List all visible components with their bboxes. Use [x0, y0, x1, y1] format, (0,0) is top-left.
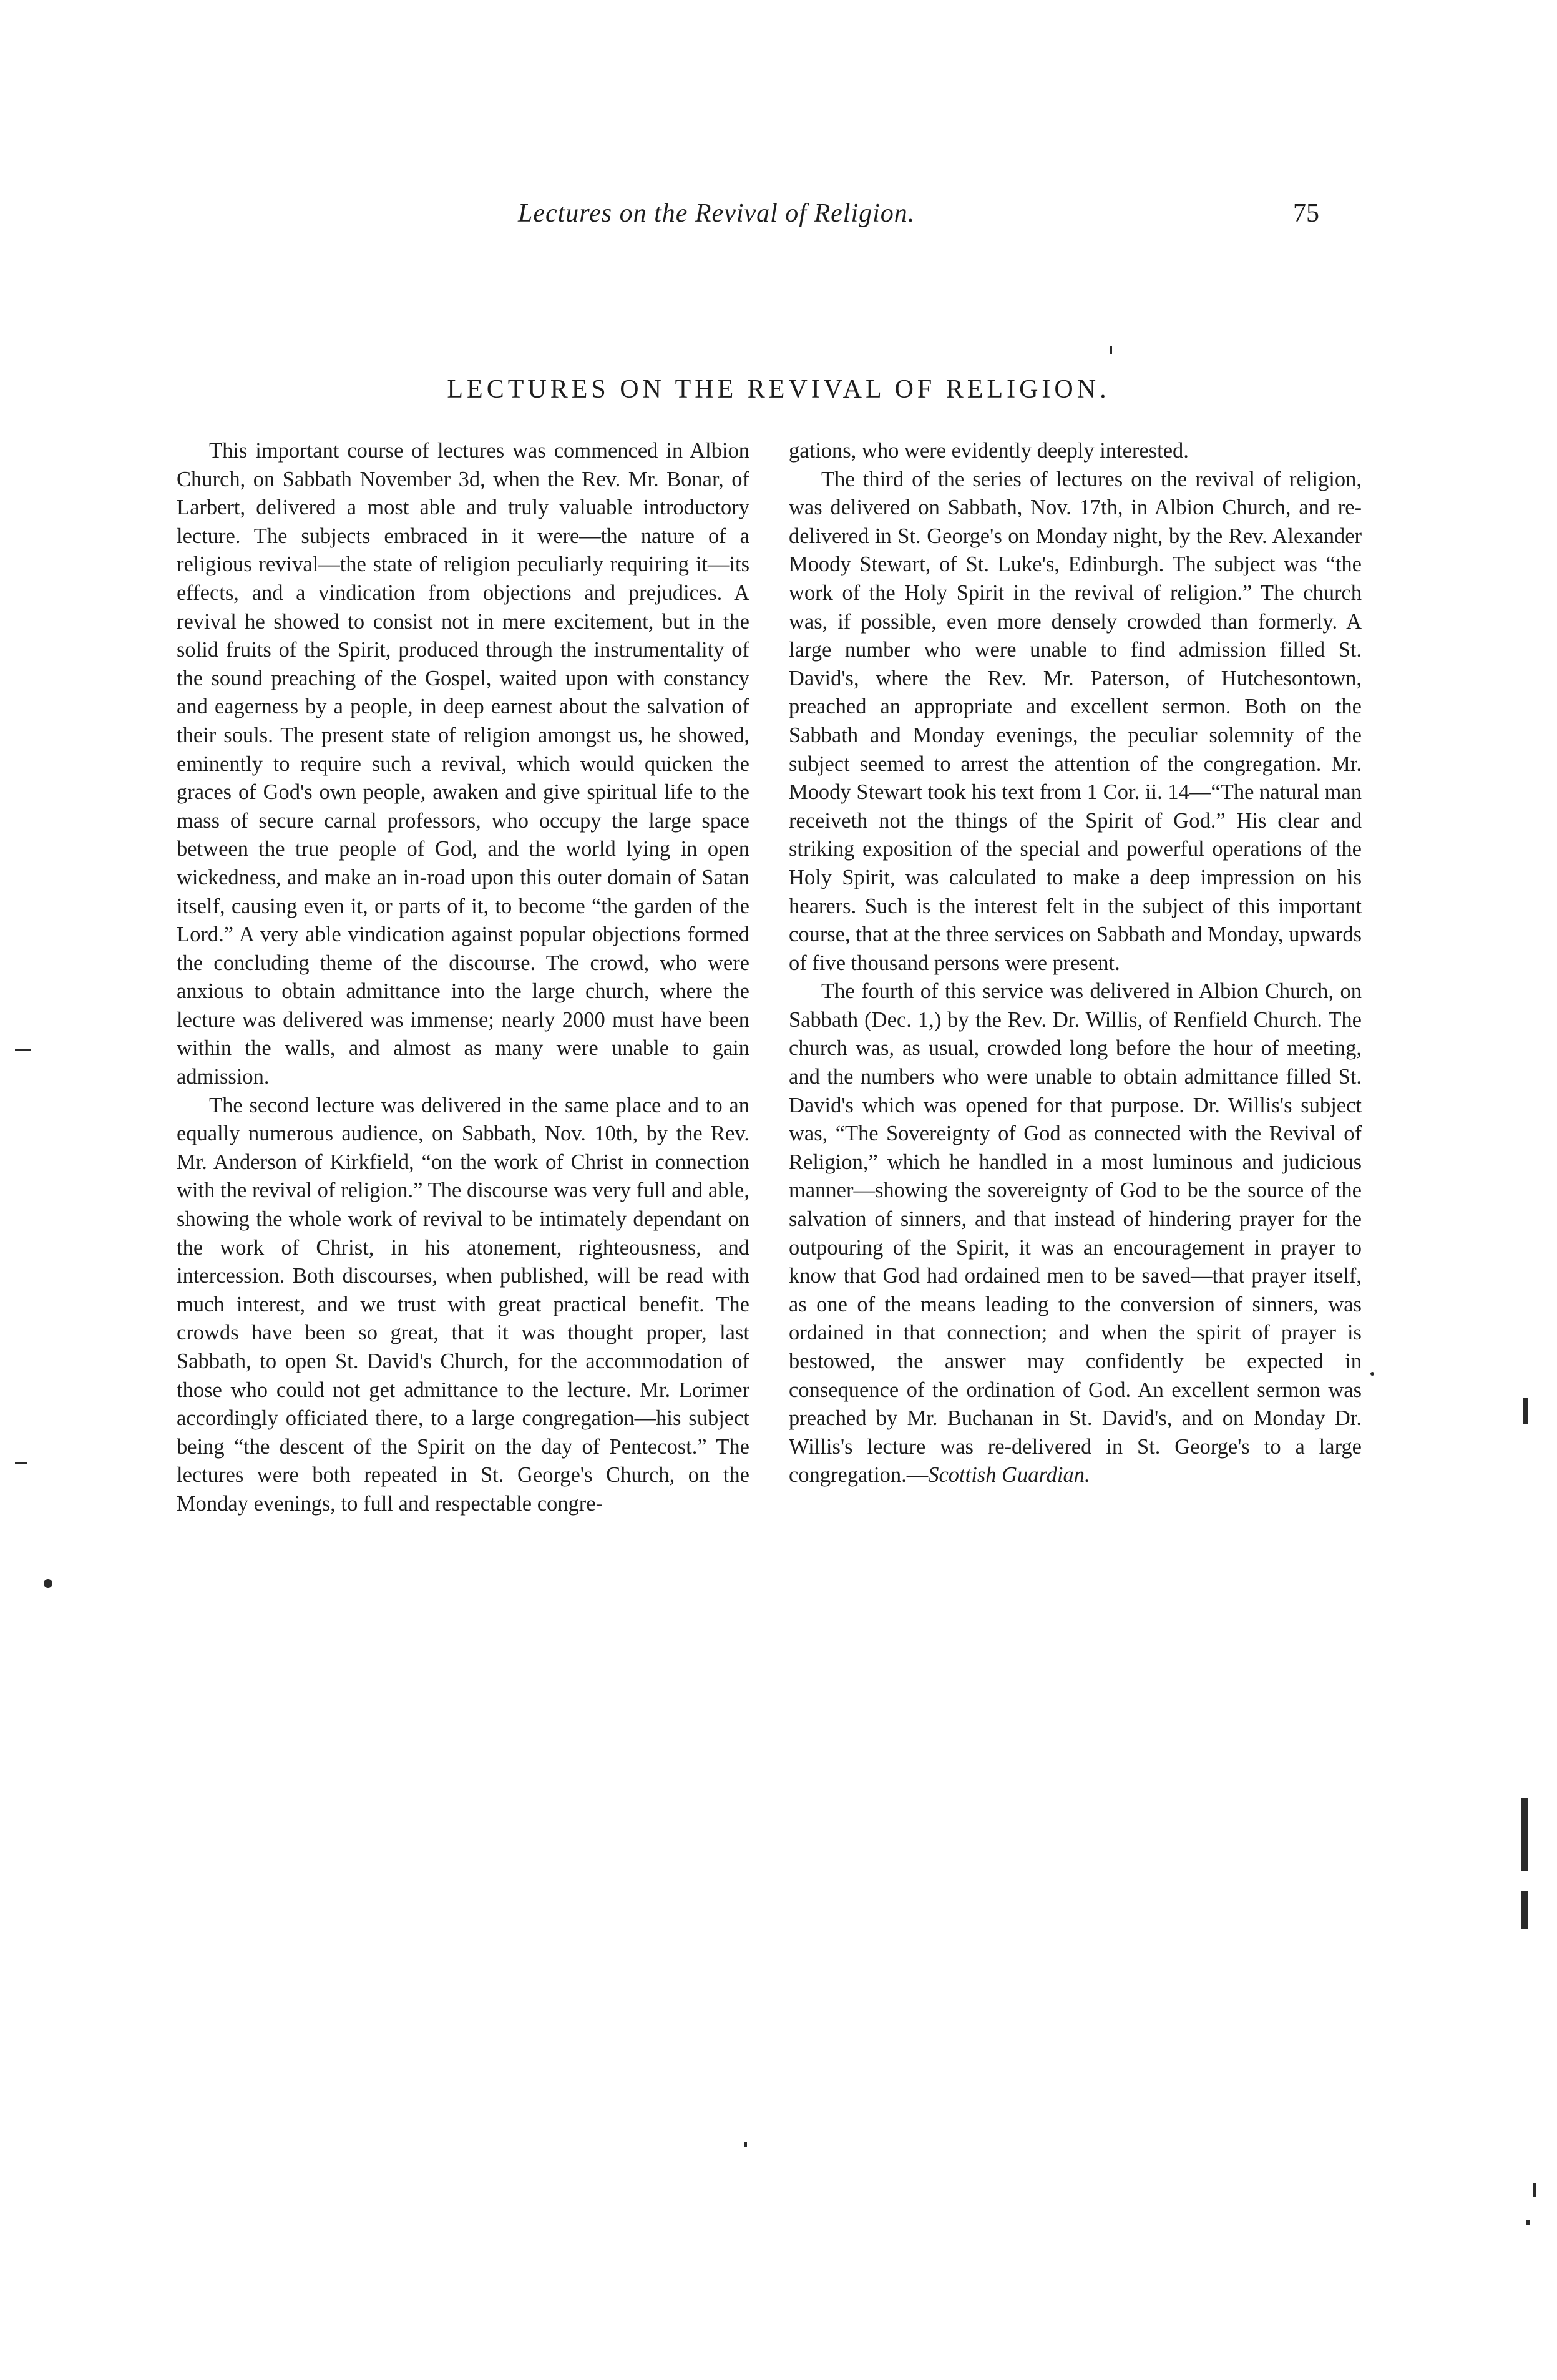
right-column	[789, 437, 1362, 1490]
scan-mark	[44, 1579, 52, 1588]
article-title: LECTURES ON THE REVIVAL OF RELIGION.	[447, 375, 1110, 404]
source-attribution: Scottish Guardian.	[928, 1463, 1090, 1487]
scan-mark	[15, 1462, 27, 1464]
scan-mark	[1521, 1798, 1528, 1871]
scan-mark	[15, 1049, 31, 1051]
paragraph-first-lecture: This important course of lectures was commenced in Albion Church, on Sabbath November 3d, when the Rev. Mr. Bonar, of Larbert, delivered a most able and truly valuable introductory lecture. The subjects embraced in it were—the nature of a religious revival—the state of religion peculiarly requiring it—its effects, and a vindication from objections and prejudices. A revival he showed to consist not in mere excitement, but in the solid fruits of the Spirit, produced through the instrumentality of the sound preaching of the Gospel, waited upon with constancy and eagerness by a people, in deep earnest about the salvation of their souls. The present state of religion amongst us, he showed, eminently to require such a revival, which would quicken the graces of God's own people, awaken and give spiritual life to the mass of secure carnal professors, who occupy the large space between the true people of God, and the world lying in open wickedness, and make an in-road upon this outer domain of Satan itself, causing even it, or parts of it, to become “the garden of the Lord.” A very able vindication against popular objections formed the concluding theme of the discourse. The crowd, who were anxious to obtain admittance into the large church, where the lecture was delivered was immense; nearly 2000 must have been within the walls, and almost as many were unable to gain admission.	[177, 439, 749, 1089]
scan-mark	[1521, 1891, 1528, 1929]
left-column	[177, 437, 749, 1519]
running-head: Lectures on the Revival of Religion.	[518, 199, 915, 228]
scan-mark	[1370, 1372, 1374, 1376]
paragraph-fourth-lecture-text: The fourth of this service was delivered in Albion Church, on Sabbath (Dec. 1,) by the Rev. Dr. Willis, of Renfield Church. The church was, as usual, crowded long before the hour of meeting, and the numbers who were unable to obtain admittance filled St. David's which was opened for that purpose. Dr. Willis's subject was, “The Sovereignty of God as connected with the Revival of Religion,” which he handled in a most luminous and judicious manner—showing the sovereignty of God to be the source of the salvation of sinners, and that instead of hindering prayer for the outpouring of the Spirit, it was an encouragement in prayer to know that God had ordained men to be saved—that prayer itself, as one of the means leading to the conversion of sinners, was ordained in that connection; and when the spirit of prayer is bestowed, the answer may confidently be expected in consequence of the ordination of God. An excellent sermon was preached by Mr. Buchanan in St. David's, and on Monday Dr. Willis's lecture was re-delivered in St. George's to a large congregation.—	[789, 979, 1362, 1487]
paragraph-second-lecture: The second lecture was delivered in the same place and to an equally numerous audience, on Sabbath, Nov. 10th, by the Rev. Mr. Anderson of Kirkfield, “on the work of Christ in connection with the revival of religion.” The discourse was very full and able, showing the whole work of revival to be intimately dependant on the work of Christ, in his atonement, righteousness, and intercession. Both discourses, when published, will be read with much interest, and we trust with great practical benefit. The crowds have been so great, that it was thought proper, last Sabbath, to open St. David's Church, for the accommodation of those who could not get admittance to the lecture. Mr. Lorimer accordingly officiated there, to a large congregation—his subject being “the descent of the Spirit on the day of Pentecost.” The lectures were both repeated in St. George's Church, on the Monday evenings, to full and respectable congre-	[177, 1093, 749, 1516]
scan-mark	[1110, 346, 1112, 354]
scan-mark	[744, 2142, 747, 2147]
scan-mark	[1526, 2220, 1530, 2225]
scan-mark	[1533, 2183, 1536, 2197]
paragraph-third-lecture: The third of the series of lectures on the revival of religion, was delivered on Sabbath, Nov. 17th, in Albion Church, and re-delivered in St. George's on Monday night, by the Rev. Alexander Moody Stewart, of St. Luke's, Edinburgh. The subject was “the work of the Holy Spirit in the revival of religion.” The church was, if possible, even more densely crowded than formerly. A large number who were unable to find admission filled St. David's, where the Rev. Mr. Paterson, of Hutchesontown, preached an appropriate and excellent sermon. Both on the Sabbath and Monday evenings, the peculiar solemnity of the subject seemed to arrest the attention of the congregation. Mr. Moody Stewart took his text from 1 Cor. ii. 14—“The natural man receiveth not the things of the Spirit of God.” His clear and striking exposition of the special and powerful operations of the Holy Spirit, was calculated to make a deep impression on his hearers. Such is the interest felt in the subject of this important course, that at the three services on Sabbath and Monday, upwards of five thousand persons were present.	[789, 467, 1362, 975]
scan-mark	[1523, 1398, 1528, 1424]
page-number: 75	[1293, 199, 1319, 228]
paragraph-fourth-lecture	[789, 977, 1362, 1490]
paragraph-continuation: gations, who were evidently deeply interested.	[789, 439, 1189, 463]
